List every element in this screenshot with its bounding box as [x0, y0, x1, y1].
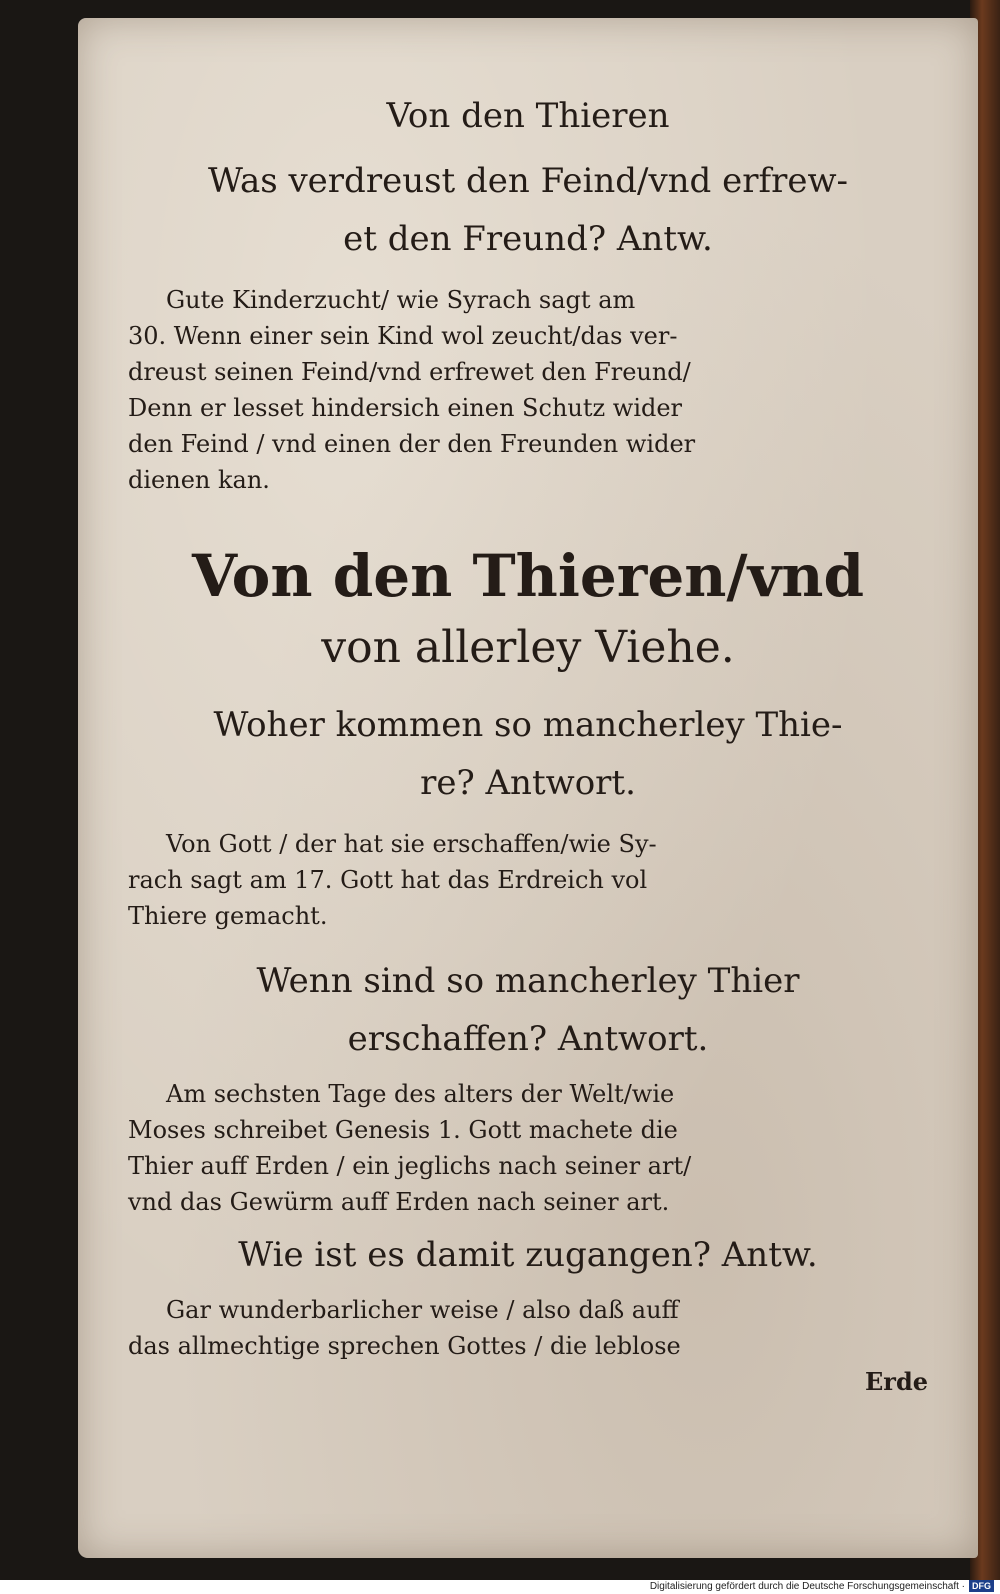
digitization-footer [0, 1580, 1000, 1594]
answer-3-line: Moses schreibet Genesis 1. Gott machete die [128, 1116, 678, 1144]
answer-2-line: rach sagt am 17. Gott hat das Erdreich vol [128, 866, 648, 894]
answer-1-line: Denn er lesset hindersich einen Schutz wider [128, 394, 683, 422]
question-1-line: Was verdreust den Feind/vnd erfrew- [207, 161, 849, 201]
question-2-line: Woher kommen so mancherley Thie- [213, 705, 843, 745]
question-3-line: erschaffen? Antwort. [347, 1019, 709, 1059]
answer-3-line: vnd das Gewürm auff Erden nach seiner art. [128, 1188, 670, 1216]
answer-2 [128, 826, 928, 934]
answer-1-line: Gute Kinderzucht/ wie Syrach sagt am [166, 286, 636, 314]
answer-3-line: Thier auff Erden / ein jeglichs nach seiner art/ [128, 1152, 692, 1180]
answer-4-line: Gar wunderbarlicher weise / also daß auff [166, 1296, 679, 1324]
answer-4-line: das allmechtige sprechen Gottes / die leblose [128, 1332, 681, 1360]
answer-2-line: Thiere gemacht. [128, 902, 328, 930]
question-2-line: re? Antwort. [420, 763, 636, 803]
section-title-line: Von den Thieren/vnd [191, 542, 865, 610]
question-1 [128, 152, 928, 268]
answer-3 [128, 1076, 928, 1220]
answer-1-line: dreust seinen Feind/vnd erfrewet den Freund/ [128, 358, 691, 386]
running-head: Von den Thieren [386, 96, 670, 136]
answer-3-line: Am sechsten Tage des alters der Welt/wie [166, 1080, 675, 1108]
answer-4 [128, 1292, 928, 1400]
answer-1-line: 30. Wenn einer sein Kind wol zeucht/das ver- [128, 322, 678, 350]
section-title [128, 538, 928, 682]
answer-1-line: den Feind / vnd einen der den Freunden wider [128, 430, 696, 458]
question-3-line: Wenn sind so mancherley Thier [256, 961, 800, 1001]
answer-1 [128, 282, 928, 498]
answer-2-line: Von Gott / der hat sie erschaffen/wie Sy- [166, 830, 657, 858]
question-3 [128, 952, 928, 1068]
question-2 [128, 696, 928, 812]
catchword: Erde [865, 1367, 928, 1396]
question-4 [128, 1226, 928, 1284]
footer-text: Digitalisierung gefördert durch die Deutsche Forschungsgemeinschaft · [649, 1581, 965, 1592]
question-4-line: Wie ist es damit zugangen? Antw. [238, 1235, 818, 1275]
section-title-line: von allerley Viehe. [321, 622, 735, 673]
page-text [128, 84, 928, 1400]
dfg-logo-icon: DFG [969, 1580, 994, 1592]
answer-1-line: dienen kan. [128, 466, 270, 494]
question-1-line: et den Freund? Antw. [343, 219, 713, 259]
